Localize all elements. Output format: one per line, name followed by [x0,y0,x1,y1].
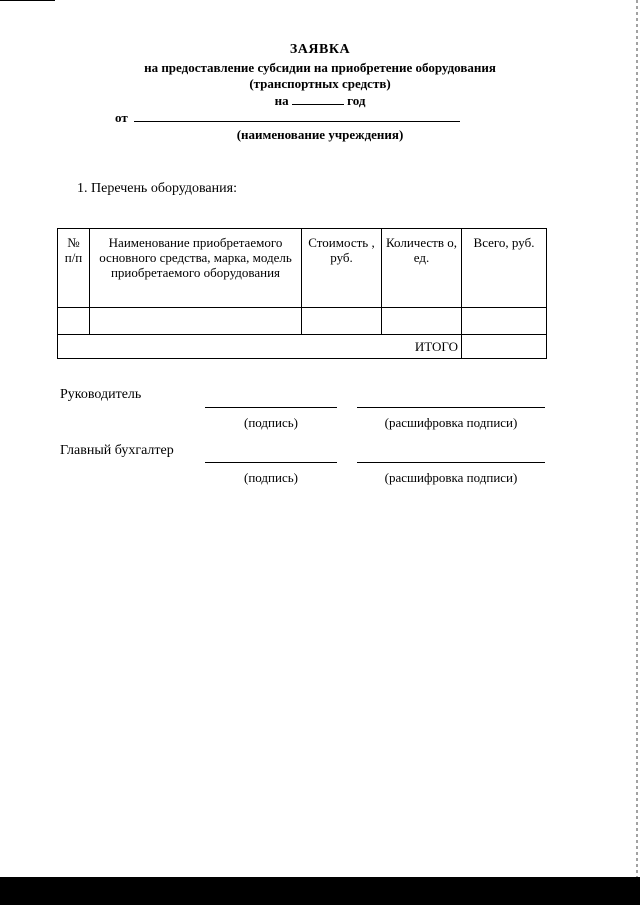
table-header-row [58,229,547,308]
director-signature-caption: (подпись) [244,415,298,430]
year-line [0,92,640,109]
column-header-name: Наименование приобретаемого основного средства, марка, модель приобретаемого оборудования [90,229,302,308]
column-header-total: Всего, руб. [462,229,547,308]
year-suffix: год [347,93,366,108]
signature-role-director: Руководитель [60,387,142,402]
organization-name-field[interactable] [134,121,460,122]
cell-cost[interactable] [302,308,382,335]
accountant-decoding-field[interactable] [357,462,545,463]
signature-role-chief-accountant: Главный бухгалтер [60,443,174,458]
table-row [58,308,547,335]
document-subtitle: на предоставление субсидии на приобретение оборудования [144,60,496,75]
total-label: ИТОГО [58,335,462,359]
from-label: от [115,110,128,125]
director-signature-field[interactable] [205,407,337,408]
accountant-signature-field[interactable] [205,462,337,463]
section-title: 1. Перечень оборудования: [77,181,237,196]
column-header-number: № п/п [58,229,90,308]
director-decoding-field[interactable] [357,407,545,408]
year-blank-field[interactable] [292,92,344,105]
column-header-cost: Стоимость , руб. [302,229,382,308]
year-prefix: на [274,93,289,108]
accountant-decoding-caption: (расшифровка подписи) [384,470,518,485]
director-decoding-caption: (расшифровка подписи) [384,415,518,430]
accountant-signature-caption: (подпись) [244,470,298,485]
total-value-cell[interactable] [462,335,547,359]
scan-edge-mark [0,0,55,1]
cell-total[interactable] [462,308,547,335]
cell-number[interactable] [58,308,90,335]
table-total-row [58,335,547,359]
cell-name[interactable] [90,308,302,335]
cell-quantity[interactable] [382,308,462,335]
organization-caption: (наименование учреждения) [236,127,404,142]
column-header-quantity: Количеств о, ед. [382,229,462,308]
scan-bottom-border [0,877,640,905]
document-subtitle-2: (транспортных средств) [249,76,391,91]
document-title: ЗАЯВКА [289,42,351,57]
equipment-table [57,228,547,359]
